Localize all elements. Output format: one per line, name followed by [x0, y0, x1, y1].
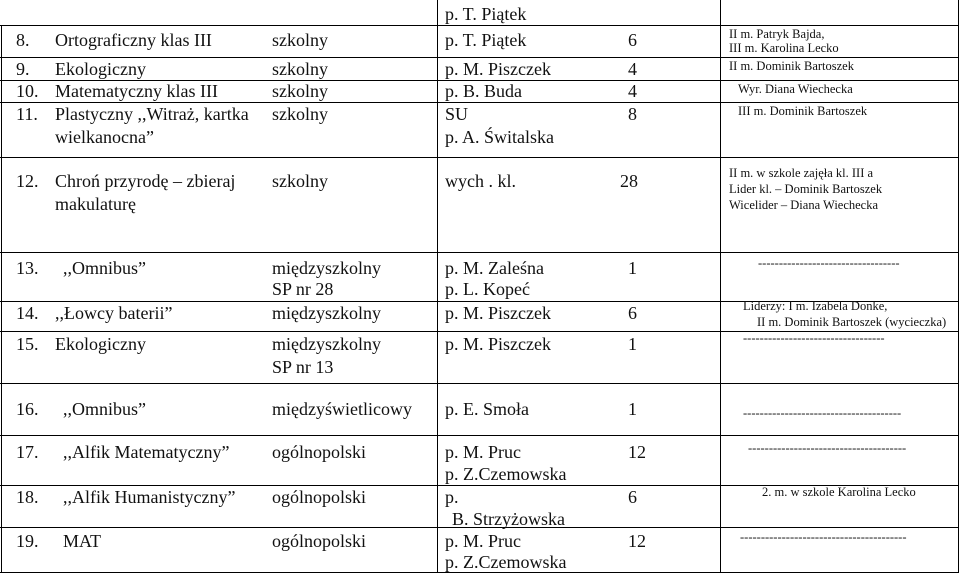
contest-name-cell: Plastyczny ,,Witraż, kartka: [55, 104, 249, 124]
participant-count-cell: 12: [628, 442, 646, 462]
contest-type-cell: międzyszkolny: [272, 334, 381, 354]
contest-type-cell: międzyszkolny: [272, 303, 381, 323]
result-cell: II m. Patryk Bajda,: [729, 27, 825, 41]
number-cell: 15.: [16, 334, 39, 354]
participant-count-cell: 1: [628, 334, 637, 354]
contest-name-cell: Ekologiczny: [55, 59, 146, 79]
number-cell: 11.: [16, 104, 38, 124]
contest-type-cell: ogólnopolski: [272, 487, 367, 507]
row-divider: [0, 435, 959, 436]
row-divider: [0, 157, 959, 158]
teacher-cell: wych . kl.: [445, 171, 516, 191]
column-divider: [1, 25, 2, 573]
contest-type-cell: międzyszkolny: [272, 258, 381, 278]
teacher-cell: p. B. Buda: [445, 81, 523, 101]
result-cell: Wyr. Diana Wiechecka: [738, 82, 853, 96]
contest-type-cell: szkolny: [272, 81, 328, 101]
teacher-cell-line2: p. L. Kopeć: [445, 279, 530, 299]
result-cell: --------------------------------------: [748, 441, 907, 455]
contest-name-cell-line2: wielkanocna”: [55, 127, 154, 147]
contest-name-cell: Chroń przyrodę – zbieraj: [55, 171, 236, 191]
number-cell: 12.: [16, 171, 39, 191]
column-divider: [437, 0, 438, 573]
result-cell: II m. w szkole zajęła kl. III a: [729, 166, 874, 180]
teacher-cell: SU: [445, 104, 469, 124]
result-cell-line2: Lider kl. – Dominik Bartoszek: [729, 182, 883, 196]
number-cell: 19.: [16, 531, 39, 551]
contest-type-cell: międzyświetlicowy: [272, 399, 412, 419]
column-divider: [720, 0, 721, 573]
participant-count-cell: 12: [628, 531, 646, 551]
teacher-cell: p. E. Smoła: [445, 399, 529, 419]
participant-count-cell: 4: [628, 59, 637, 79]
participant-count-cell: 4: [628, 81, 637, 101]
result-cell: ----------------------------------------: [740, 530, 907, 544]
contest-type-cell: ogólnopolski: [272, 442, 367, 462]
contest-name-cell: Ortograficzny klas III: [55, 30, 212, 50]
contest-type-cell-line2: SP nr 28: [272, 279, 334, 299]
teacher-cell-line2: p. Z.Czemowska: [445, 464, 567, 484]
result-cell: III m. Dominik Bartoszek: [738, 104, 868, 118]
contest-name-cell: ,,Alfik Matematyczny”: [63, 442, 230, 462]
contest-type-cell-line2: SP nr 13: [272, 357, 334, 377]
contest-type-cell: szkolny: [272, 30, 328, 50]
row-divider: [0, 25, 959, 26]
teacher-cell: p. T. Piątek: [445, 4, 527, 24]
result-cell: Liderzy: I m. Izabela Donke,: [743, 299, 888, 313]
participant-count-cell: 6: [628, 30, 637, 50]
contest-name-cell: MAT: [63, 531, 102, 551]
teacher-cell: p. M. Pruc: [445, 531, 521, 551]
number-cell: 10.: [16, 81, 39, 101]
teacher-cell: p. M. Piszczek: [445, 59, 551, 79]
result-cell: --------------------------------------: [743, 406, 902, 420]
contest-type-cell: szkolny: [272, 104, 328, 124]
teacher-cell: p. M. Zaleśna: [445, 258, 544, 278]
row-divider: [0, 252, 959, 253]
contest-name-cell-line2: makulaturę: [55, 194, 136, 214]
result-cell: ----------------------------------: [758, 256, 900, 270]
participant-count-cell: 8: [628, 104, 637, 124]
contest-name-cell: ,,Omnibus”: [63, 399, 146, 419]
contest-name-cell: Ekologiczny: [55, 334, 146, 354]
contest-name-cell: ,,Omnibus”: [63, 258, 146, 278]
contest-type-cell: szkolny: [272, 59, 328, 79]
result-cell: ----------------------------------: [743, 331, 885, 345]
number-cell: 18.: [16, 487, 39, 507]
contest-type-cell: szkolny: [272, 171, 328, 191]
teacher-cell: p.: [445, 487, 459, 507]
participant-count-cell: 1: [628, 399, 637, 419]
result-cell-line2: II m. Dominik Bartoszek (wycieczka): [757, 315, 947, 329]
number-cell: 9.: [16, 59, 30, 79]
participant-count-cell: 28: [620, 171, 638, 191]
participant-count-cell: 6: [628, 303, 637, 323]
contest-type-cell: ogólnopolski: [272, 531, 367, 551]
teacher-cell-line2: B. Strzyżowska: [452, 509, 565, 529]
contest-name-cell: Matematyczny klas III: [55, 81, 218, 101]
number-cell: 16.: [16, 399, 39, 419]
result-cell-line2: III m. Karolina Lecko: [729, 41, 839, 55]
participant-count-cell: 1: [628, 258, 637, 278]
contest-name-cell: ,,Łowcy baterii”: [55, 303, 173, 323]
number-cell: 13.: [16, 258, 39, 278]
result-cell: II m. Dominik Bartoszek: [729, 59, 854, 73]
teacher-cell: p. M. Piszczek: [445, 303, 551, 323]
teacher-cell: p. M. Piszczek: [445, 334, 551, 354]
number-cell: 8.: [16, 30, 30, 50]
participant-count-cell: 6: [628, 487, 637, 507]
row-divider: [0, 383, 959, 384]
teacher-cell-line2: p. Z.Czemowska: [445, 552, 567, 572]
result-cell: 2. m. w szkole Karolina Lecko: [762, 485, 916, 499]
teacher-cell-line2: p. A. Świtalska: [445, 127, 555, 147]
number-cell: 17.: [16, 442, 39, 462]
teacher-cell: p. T. Piątek: [445, 30, 527, 50]
contest-name-cell: ,,Alfik Humanistyczny”: [63, 487, 236, 507]
teacher-cell: p. M. Pruc: [445, 442, 521, 462]
result-cell-line3: Wicelider – Diana Wiechecka: [729, 198, 879, 212]
number-cell: 14.: [16, 303, 39, 323]
